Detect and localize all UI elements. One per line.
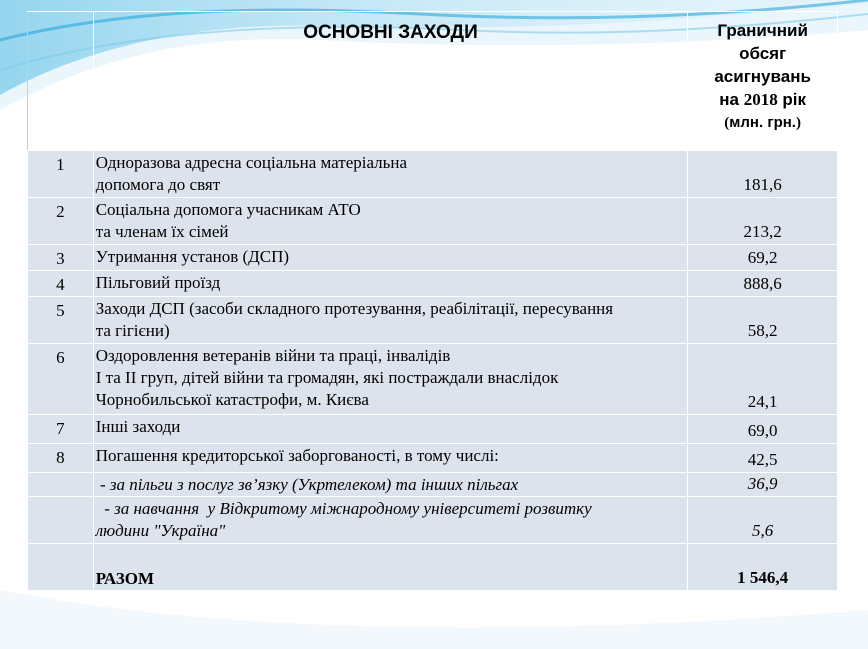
row-number: 4 bbox=[28, 271, 94, 297]
row-measure bbox=[93, 497, 688, 544]
row-measure-line: Соціальна допомога учасникам АТО bbox=[95, 200, 361, 219]
table-row bbox=[28, 497, 838, 544]
row-measure bbox=[93, 151, 688, 198]
row-measure-line: Утримання установ (ДСП) bbox=[95, 247, 290, 266]
table-row bbox=[28, 245, 838, 271]
row-measure-line: людини "Україна" bbox=[95, 521, 226, 540]
row-measure-line: Заходи ДСП (засоби складного протезування, реабілітації, пересування bbox=[95, 299, 614, 318]
header-unit-open: ( bbox=[724, 115, 730, 131]
header-year-prefix: на bbox=[719, 90, 744, 109]
row-measure-line: та гігієни) bbox=[95, 321, 170, 340]
row-number: 7 bbox=[28, 415, 94, 444]
row-value: 213,2 bbox=[688, 198, 838, 245]
header-unit-close: ) bbox=[795, 115, 801, 131]
table-row bbox=[28, 473, 838, 497]
row-measure bbox=[93, 344, 688, 415]
header-value-line: обсяг bbox=[739, 44, 787, 63]
row-value: 888,6 bbox=[688, 271, 838, 297]
row-measure-line: Оздоровлення ветеранів війни та праці, інвалідів bbox=[95, 346, 451, 365]
table-row bbox=[28, 151, 838, 198]
row-measure-line: - за пільги з послуг зв’язку (Укртелеком) та інших пільгах bbox=[95, 475, 519, 494]
row-value: 24,1 bbox=[688, 344, 838, 415]
row-number: 5 bbox=[28, 297, 94, 344]
row-value: 1 546,4 bbox=[688, 544, 838, 591]
row-measure-line: Чорнобильської катастрофи, м. Києва bbox=[95, 390, 369, 409]
row-number bbox=[28, 497, 94, 544]
row-measure-line: Погашення кредиторської заборгованості, в тому числі: bbox=[95, 446, 499, 465]
table-row bbox=[28, 415, 838, 444]
table-row bbox=[28, 444, 838, 473]
table-row bbox=[28, 198, 838, 245]
row-measure bbox=[93, 198, 688, 245]
row-measure-line: Одноразова адресна соціальна матеріальна bbox=[95, 153, 408, 172]
row-measure bbox=[93, 544, 688, 591]
table-header-row bbox=[28, 12, 838, 151]
header-year: 2018 bbox=[743, 90, 778, 109]
header-value-title bbox=[688, 12, 838, 151]
row-value: 36,9 bbox=[688, 473, 838, 497]
header-year-suffix: рік bbox=[777, 90, 807, 109]
row-measure bbox=[93, 271, 688, 297]
row-measure bbox=[93, 444, 688, 473]
total-row bbox=[28, 544, 838, 591]
row-measure bbox=[93, 297, 688, 344]
header-value-line: асигнувань bbox=[714, 67, 811, 86]
row-measure-line: РАЗОМ bbox=[95, 569, 154, 588]
budget-table bbox=[27, 11, 838, 591]
row-measure-line: Інші заходи bbox=[95, 417, 181, 436]
row-value: 58,2 bbox=[688, 297, 838, 344]
row-value: 5,6 bbox=[688, 497, 838, 544]
header-unit-line bbox=[688, 111, 837, 135]
row-number bbox=[28, 544, 94, 591]
row-number: 2 bbox=[28, 198, 94, 245]
header-unit: млн. грн. bbox=[729, 114, 796, 131]
row-value: 69,2 bbox=[688, 245, 838, 271]
row-value: 181,6 bbox=[688, 151, 838, 198]
row-measure-line: та членам їх сімей bbox=[95, 222, 229, 241]
row-number bbox=[28, 473, 94, 497]
table-row bbox=[28, 297, 838, 344]
header-value-year-line bbox=[688, 88, 837, 111]
row-measure-line: І та ІІ груп, дітей війни та громадян, які постраждали внаслідок bbox=[95, 368, 559, 387]
row-measure bbox=[93, 473, 688, 497]
row-number: 3 bbox=[28, 245, 94, 271]
header-value-line: Граничний bbox=[717, 21, 808, 40]
header-title: ОСНОВНІ ЗАХОДИ bbox=[93, 12, 688, 151]
row-measure-line: - за навчання у Відкритому міжнародному університеті розвитку bbox=[95, 499, 592, 518]
table-row bbox=[28, 344, 838, 415]
row-measure-line: допомога до свят bbox=[95, 175, 221, 194]
header-number-cell bbox=[28, 12, 94, 151]
row-value: 69,0 bbox=[688, 415, 838, 444]
row-number: 8 bbox=[28, 444, 94, 473]
row-measure bbox=[93, 245, 688, 271]
row-measure-line: Пільговий проїзд bbox=[95, 273, 221, 292]
row-measure bbox=[93, 415, 688, 444]
row-number: 1 bbox=[28, 151, 94, 198]
table-row bbox=[28, 271, 838, 297]
row-number: 6 bbox=[28, 344, 94, 415]
row-value: 42,5 bbox=[688, 444, 838, 473]
